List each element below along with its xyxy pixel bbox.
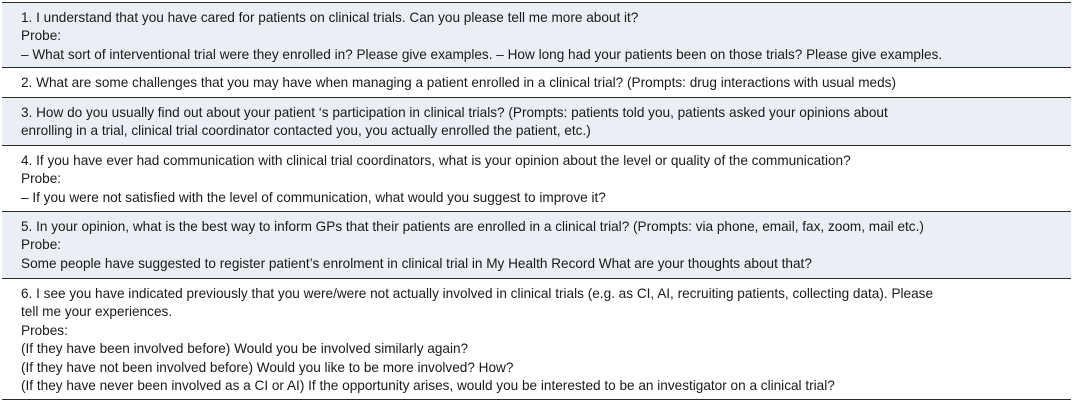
question-row-2	[2, 67, 1071, 97]
question-1-probe-label: Probe:	[21, 28, 62, 44]
question-3-text: 3. How do you usually find out about your patient ‘s participation in clinical trials? (Prompts: patients told you, patients asked your opinions about	[21, 105, 888, 120]
question-row-4	[2, 145, 1071, 211]
interview-questions-table	[2, 2, 1071, 400]
question-1-probe-text: – What sort of interventional trial were they enrolled in? Please give examples. – How long had your patients been on those trials? Please give examples.	[21, 46, 943, 62]
question-5-text: 5. In your opinion, what is the best way to inform GPs that their patients are enrolled in a clinical trial? (Prompts: via phone, email, fax, zoom, mail etc.)	[21, 219, 924, 234]
question-6-probe-involved-before: (If they have been involved before) Would you be involved similarly again?	[21, 341, 469, 357]
question-5-probe-text: Some people have suggested to register patient’s enrolment in clinical trial in My Health Record What are your thoughts about that?	[21, 255, 812, 271]
question-1-text: 1. I understand that you have cared for patients on clinical trials. Can you please tell me more about it?	[21, 10, 639, 25]
question-3-text-continued: enrolling in a trial, clinical trial coordinator contacted you, you actually enrolled the patient, etc.)	[21, 123, 591, 139]
question-row-3	[2, 97, 1071, 145]
question-6-probe-not-involved-before: (If they have not been involved before) Would you like to be more involved? How?	[21, 359, 514, 375]
question-4-probe-text: – If you were not satisfied with the level of communication, what would you suggest to improve it?	[21, 189, 606, 205]
question-6-probe-never-involved: (If they have never been involved as a CI or AI) If the opportunity arises, would you be interested to be an investigator on a clinical trial?	[21, 378, 835, 394]
question-row-5	[2, 211, 1071, 278]
question-2-text: 2. What are some challenges that you may have when managing a patient enrolled in a clinical trial? (Prompts: drug interactions with usual meds)	[21, 75, 896, 90]
question-5-probe-label: Probe:	[21, 237, 62, 253]
question-6-text-continued: tell me your experiences.	[21, 304, 173, 320]
question-row-1	[2, 3, 1071, 67]
question-6-text: 6. I see you have indicated previously that you were/were not actually involved in clinical trials (e.g. as CI, AI, recruiting patients, collecting data). Please	[21, 286, 934, 301]
question-row-6	[2, 278, 1071, 399]
question-4-text: 4. If you have ever had communication with clinical trial coordinators, what is your opinion about the level or quality of the communication?	[21, 153, 851, 168]
question-4-probe-label: Probe:	[21, 171, 62, 187]
question-6-probes-label: Probes:	[21, 322, 68, 338]
